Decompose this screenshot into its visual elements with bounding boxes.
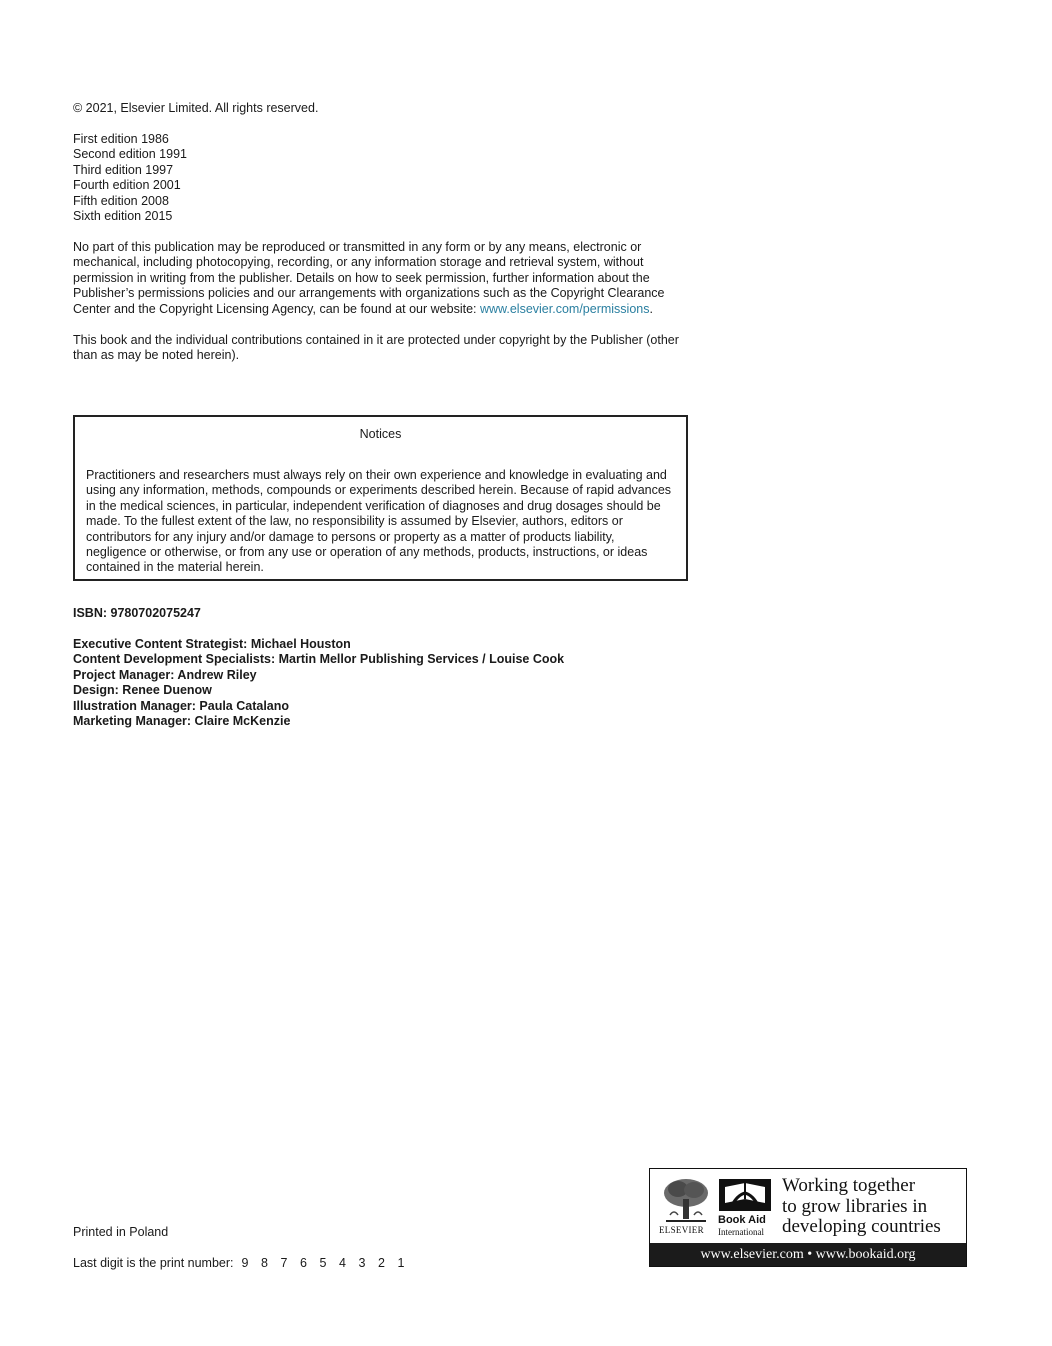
elsevier-tree-icon	[660, 1177, 712, 1223]
tagline-line: developing countries	[782, 1216, 941, 1237]
elsevier-bookaid-logo	[649, 1168, 967, 1267]
copyright-protection-statement: This book and the individual contributions contained in it are protected under copyright by the Publisher (other than as may be noted herein).	[73, 333, 679, 363]
print-digit: 3	[358, 1256, 366, 1270]
credits-list	[73, 637, 693, 729]
printed-in: Printed in Poland	[73, 1225, 169, 1239]
credit-line: Content Development Specialists: Martin Mellor Publishing Services / Louise Cook	[73, 652, 565, 667]
credit-line: Marketing Manager: Claire McKenzie	[73, 714, 291, 729]
tagline-line: to grow libraries in	[782, 1195, 928, 1217]
edition-line: Fourth edition 2001	[73, 178, 181, 193]
elsevier-wordmark: ELSEVIER	[659, 1225, 704, 1235]
edition-line: Fifth edition 2008	[73, 193, 169, 208]
rights-end: .	[649, 301, 653, 316]
rights-text: No part of this publication may be reproduced or transmitted in any form or by any means, electronic or mechanical, including photocopying, recording, or any information storage and retrieval system, without permission in writing from the publisher. Details on how to seek permission, further information about the Publisher’s permissions policies and our arrangements with organizations such as the Copyright Clearance Center and the Copyright Licensing Agency, can be found at our website:	[73, 240, 665, 316]
credit-line: Design: Renee Duenow	[73, 683, 212, 698]
edition-history	[73, 132, 693, 224]
isbn: ISBN: 9780702075247	[73, 606, 201, 620]
credit-line: Project Manager: Andrew Riley	[73, 667, 257, 682]
logo-tagline	[782, 1176, 962, 1238]
edition-line: Third edition 1997	[73, 162, 174, 177]
print-digit: 9	[241, 1256, 249, 1270]
copyright-line: © 2021, Elsevier Limited. All rights reserved.	[73, 101, 319, 115]
edition-line: First edition 1986	[73, 132, 169, 146]
print-digit: 1	[397, 1256, 405, 1270]
edition-line: Sixth edition 2015	[73, 209, 173, 224]
print-digit: 7	[280, 1256, 288, 1270]
book-aid-wordmark: Book Aid	[718, 1214, 766, 1226]
print-digit: 6	[300, 1256, 307, 1270]
notices-box	[73, 415, 688, 581]
print-number-line	[73, 1256, 693, 1271]
permissions-link[interactable]: www.elsevier.com/permissions	[479, 301, 650, 316]
logo-footer-urls: www.elsevier.com • www.bookaid.org	[650, 1243, 966, 1266]
print-digit: 4	[339, 1256, 346, 1270]
credit-line: Executive Content Strategist: Michael Houston	[73, 637, 351, 651]
notices-body: Practitioners and researchers must always rely on their own experience and knowledge in evaluating and using any information, methods, compounds or experiments described herein. Because of rapid advances in the medical sciences, in particular, independent verification of diagnoses and drug dosages should be made. To the fullest extent of the law, no responsibility is assumed by Elsevier, authors, editors or contributors for any injury and/or damage to persons or property as a matter of products liability, negligence or otherwise, or from any use or operation of any methods, products, instructions, or ideas contained in the material herein.	[86, 468, 672, 575]
tagline-line: Working together	[782, 1175, 916, 1196]
rights-statement	[73, 240, 693, 317]
print-digit: 5	[319, 1256, 327, 1270]
print-digit: 2	[378, 1256, 385, 1270]
book-aid-international: International	[718, 1227, 764, 1237]
notices-title: Notices	[359, 427, 402, 441]
print-digits	[242, 1256, 418, 1270]
edition-line: Second edition 1991	[73, 147, 187, 162]
book-aid-icon	[717, 1177, 773, 1213]
print-number-label: Last digit is the print number:	[73, 1256, 234, 1270]
credit-line: Illustration Manager: Paula Catalano	[73, 698, 290, 713]
print-digit: 8	[261, 1256, 268, 1270]
